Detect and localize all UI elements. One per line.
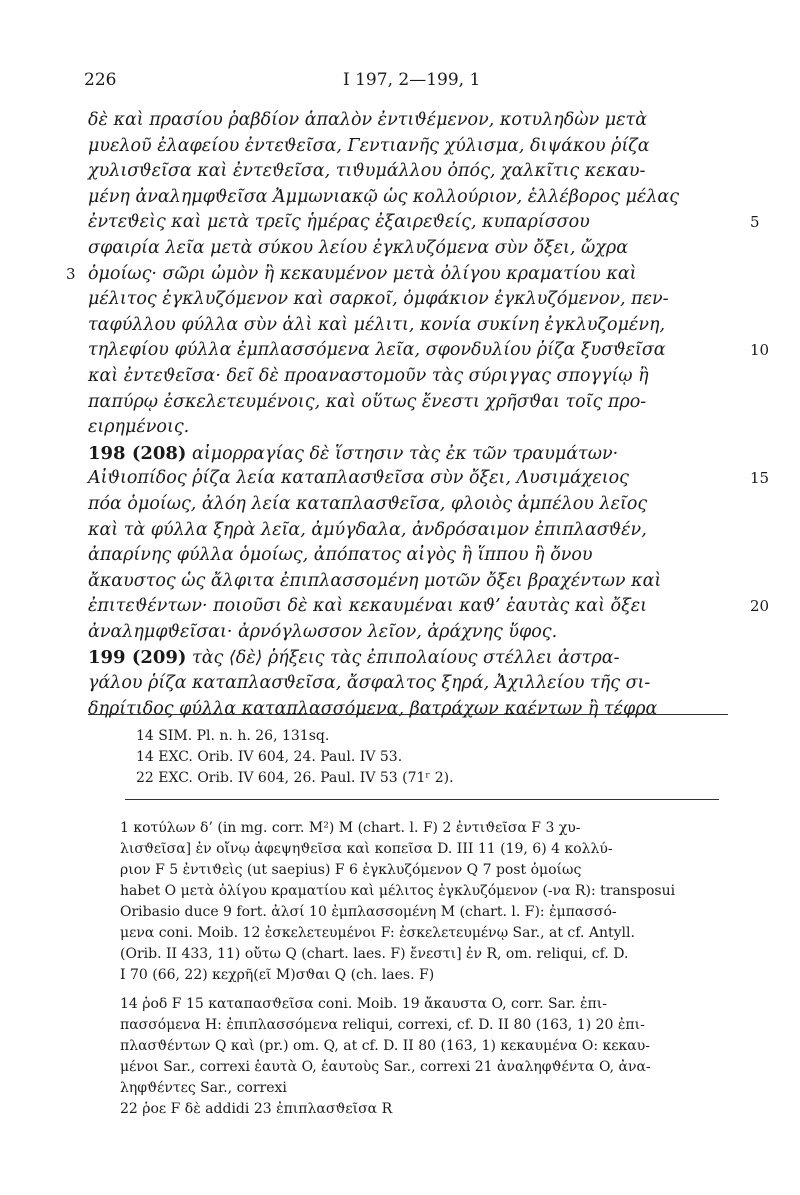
text-line — [88, 518, 728, 544]
line-text: ἀναλημφϑεῖσαι· ἀρνόγλωσσον λεῖον, ἀράχνης ὕφος. — [88, 621, 558, 642]
margin-reference-number: 3 — [66, 264, 76, 283]
line-text: μένη ἀναλημφϑεῖσα Ἀμμωνιακῷ ὡς κολλούριον, ἑλλέβορος μέλας — [88, 186, 680, 207]
critical-apparatus — [120, 818, 750, 1120]
text-line — [88, 620, 728, 646]
section-number: 199 (209) — [88, 647, 187, 669]
text-line — [88, 415, 728, 441]
line-text: γάλου ῥίζα καταπλασϑεῖσα, ἄσφαλτος ξηρά, Ἀχιλλείου τῆς σι- — [88, 673, 651, 694]
text-line — [88, 185, 728, 211]
apparatus-divider-rule — [125, 799, 719, 800]
apparatus-line: μενα coni. Moib. 12 ἐσκελετευμένοι F: ἐσκελετευμένῳ Sar., at cf. Antyll. — [120, 925, 635, 941]
line-number: 20 — [750, 597, 770, 616]
running-head: I 197, 2—199, 1 — [343, 70, 481, 90]
line-text: Αἰϑιοπίδος ῥίζα λεία καταπλασϑεῖσα σὺν ὄξει, Λυσιμάχειος — [88, 468, 629, 489]
apparatus-line: (Orib. II 433, 11) οὔτω Q (chart. laes. F) ἔνεστι] ἐν R, om. reliqui, cf. D. — [120, 946, 629, 962]
text-line — [88, 159, 728, 185]
apparatus-line: 1 κοτύλων δ’ (in mg. corr. M²) M (chart. l. F) 2 ἐντιϑεῖσα F 3 χυ- — [120, 820, 581, 836]
line-text: ἐπιτεϑέντων· ποιοῦσι δὲ καὶ κεκαυμέναι καϑ’ ἑαυτὰς καὶ ὄξει — [88, 596, 647, 617]
line-text: ἄκαυστος ὡς ἄλφιτα ἐπιπλασσομένη μοτῶν ὄξει βραχέντων καὶ — [88, 570, 662, 591]
text-line — [88, 441, 728, 467]
text-line — [88, 466, 770, 492]
text-line — [88, 390, 728, 416]
line-text: σφαιρία λεῖα μετὰ σύκου λείου ἐγκλυζόμενα σὺν ὄξει, ὤχρα — [88, 237, 629, 258]
line-text: ταφύλλου φύλλα σὺν ἁλὶ καὶ μέλιτι, κονία συκίνη ἐγκλυζομένη, — [88, 314, 666, 335]
apparatus-gap — [120, 986, 750, 994]
text-line — [88, 338, 770, 364]
testimonia-line: 22 EXC. Orib. IV 604, 26. Paul. IV 53 (71ʳ 2). — [136, 770, 454, 786]
apparatus-line: ριον F 5 ἐντιϑεὶς (ut saepius) F 6 ἐγκλυζόμενον Q 7 post ὁμοίως — [120, 862, 582, 878]
line-text: δηρίτιδος φύλλα καταπλασσόμενα, βατράχων καέντων ἢ τέφρα — [88, 698, 658, 719]
apparatus-line: πασσόμενα H: ἐπιπλασσόμενα reliqui, correxi, cf. D. II 80 (163, 1) 20 ἐπι- — [120, 1017, 645, 1033]
testimonia-block — [136, 726, 716, 789]
line-text: παπύρῳ ἐσκελετευμένοις, καὶ οὕτως ἔνεστι χρῆσϑαι τοῖς προ- — [88, 391, 647, 412]
line-text: τὰς ⟨δὲ⟩ ῥήξεις τὰς ἐπιπολαίους στέλλει ἀστρα- — [186, 648, 620, 669]
text-line — [88, 108, 728, 134]
line-text: πόα ὁμοίως, ἀλόη λεία καταπλασϑεῖσα, φλοιὸς ἀμπέλου λεῖος — [88, 493, 648, 514]
text-line — [88, 134, 728, 160]
line-text: χυλισϑεῖσα καὶ ἐντεϑεῖσα, τιϑυμάλλου ὀπός, χαλκῖτις κεκαυ- — [88, 161, 646, 182]
apparatus-line: 22 ῥοε F δὲ addidi 23 ἐπιπλασϑεῖσα R — [120, 1101, 393, 1117]
text-line — [88, 210, 760, 236]
apparatus-line: λισϑεῖσα] ἐν οἴνῳ ἀφεψηϑεῖσα καὶ κοπεῖσα D. III 11 (19, 6) 4 κολλύ- — [120, 841, 613, 857]
text-line — [88, 364, 728, 390]
line-text: δὲ καὶ πρασίου ῥαβδίον ἁπαλὸν ἐντιϑέμενον, κοτυληδὼν μετὰ — [88, 110, 648, 130]
text-line — [88, 645, 728, 671]
page-number: 226 — [84, 70, 117, 90]
text-line — [88, 313, 728, 339]
text-divider-rule — [88, 714, 728, 715]
text-line — [88, 671, 728, 697]
page-header — [84, 70, 732, 94]
text-line — [88, 569, 728, 595]
line-number: 5 — [750, 213, 760, 232]
line-text: ἐντεϑεὶς καὶ μετὰ τρεῖς ἡμέρας ἐξαιρεϑείς, κυπαρίσσου — [88, 212, 590, 233]
apparatus-line: ληφϑέντες Sar., correxi — [120, 1080, 287, 1096]
apparatus-line: 14 ῥοδ F 15 καταπασϑεῖσα coni. Moib. 19 ἄκαυστα O, corr. Sar. ἐπι- — [120, 996, 607, 1012]
line-text: ὁμοίως· σῶρι ὠμὸν ἢ κεκαυμένον μετὰ ὀλίγου κραματίου καὶ — [88, 263, 637, 284]
line-text: τηλεφίου φύλλα ἐμπλασσόμενα λεῖα, σφονδυλίου ῥίζα ξυσϑεῖσα — [88, 340, 666, 361]
apparatus-line: Oribasio duce 9 fort. ἀλσί 10 ἐμπλασσομένη M (chart. l. F): ἐμπασσό- — [120, 904, 617, 920]
line-number: 15 — [750, 469, 770, 488]
text-line — [88, 287, 728, 313]
text-line — [88, 543, 728, 569]
apparatus-line: habet O μετὰ ὀλίγου κραματίου καὶ μέλιτος ἐγκλυζόμενον (-να R): transposui — [120, 883, 676, 899]
line-text: αἱμορραγίας δὲ ἵστησιν τὰς ἐκ τῶν τραυμάτων· — [186, 443, 619, 464]
apparatus-line: μένοι Sar., correxi ἑαυτὰ O, ἑαυτοὺς Sar., correxi 21 ἀναληφϑέντα O, ἀνα- — [120, 1059, 651, 1075]
text-line — [88, 594, 770, 620]
section-number: 198 (208) — [88, 442, 187, 464]
apparatus-line: I 70 (66, 22) κεχρῆ(εῖ M)σϑαι Q (ch. laes. F) — [120, 967, 435, 983]
line-text: ειρημένοις. — [88, 417, 190, 438]
line-text: μέλιτος ἐγκλυζόμενον καὶ σαρκοῖ, ὀμφάκιον ἐγκλυζόμενον, πεν- — [88, 289, 669, 310]
testimonia-line: 14 SIM. Pl. n. h. 26, 131sq. — [136, 728, 330, 744]
line-number: 10 — [750, 341, 770, 360]
text-line — [88, 236, 728, 262]
text-line — [88, 492, 728, 518]
text-line — [88, 697, 728, 723]
line-text: μυελοῦ ἐλαφείου ἐντεϑεῖσα, Γεντιανῆς χύλισμα, διψάκου ῥίζα — [88, 135, 650, 156]
testimonia-line: 14 EXC. Orib. IV 604, 24. Paul. IV 53. — [136, 749, 403, 765]
text-line — [66, 262, 728, 288]
line-text: ἀπαρίνης φύλλα ὁμοίως, ἀπόπατος αἰγὸς ἢ ἵππου ἢ ὄνου — [88, 545, 593, 566]
line-text: καὶ τὰ φύλλα ξηρὰ λεῖα, ἀμύγδαλα, ἀνδρόσαιμον ἐπιπλασϑέν, — [88, 519, 647, 540]
line-text: καὶ ἐντεϑεῖσα· δεῖ δὲ προαναστομοῦν τὰς σύριγγας σπογγίῳ ἢ — [88, 365, 649, 386]
main-text — [66, 108, 770, 722]
apparatus-line: πλασϑέντων Q καὶ (pr.) om. Q, at cf. D. II 80 (163, 1) κεκαυμένα O: κεκαυ- — [120, 1038, 651, 1054]
